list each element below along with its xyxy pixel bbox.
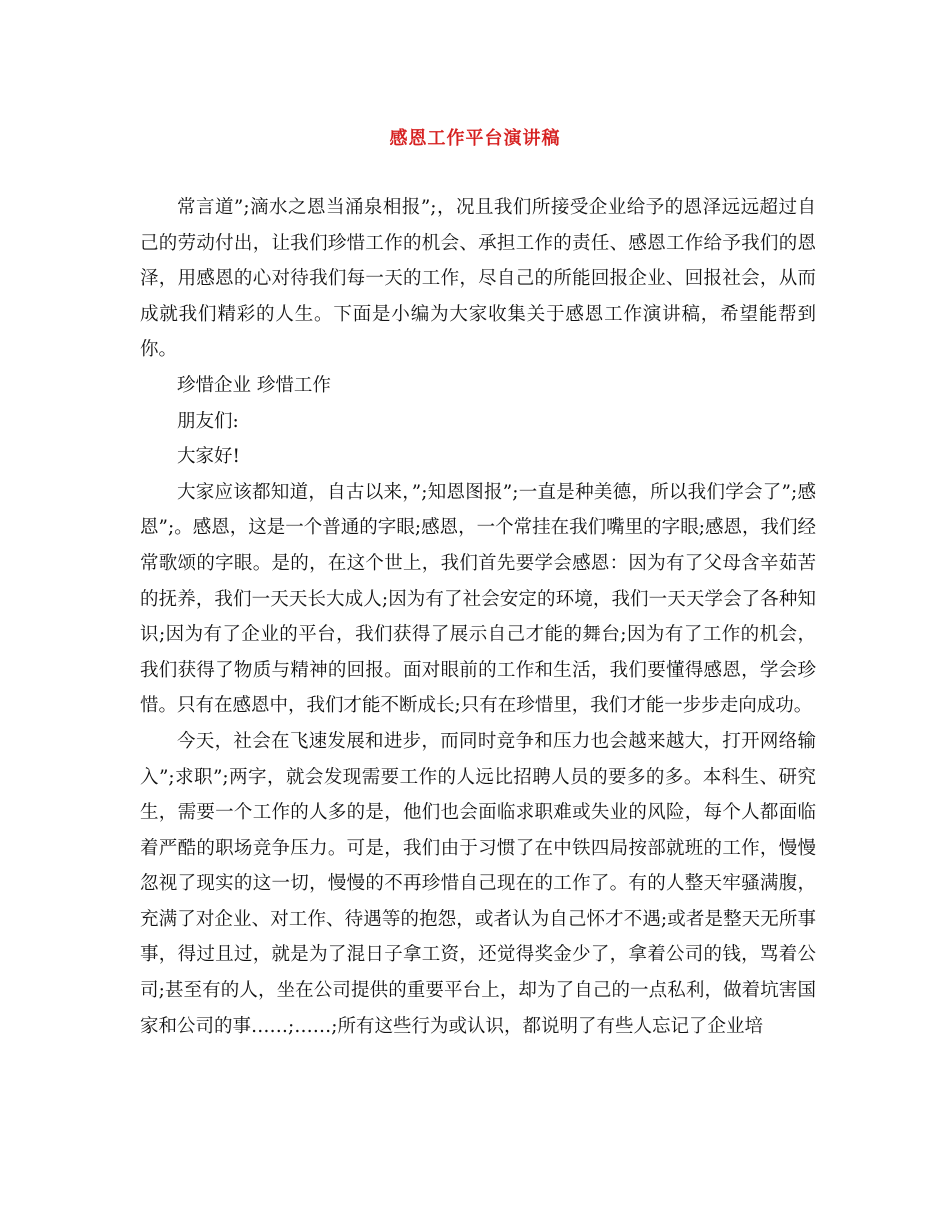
paragraph-greeting: 大家好! (177, 446, 240, 468)
paragraph-intro: 常言道”;滴水之恩当涌泉相报”;，况且我们所接受企业给予的恩泽远远超过自己的劳动付出，让我们珍惜工作的机会、承担工作的责任、感恩工作给予我们的恩泽，用感恩的心对待我们每一天的工作，尽自己的所能回报企业、回报社会，从而成就我们精彩的人生。下面是小编为大家收集关于感恩工作演讲稿，希望能帮到你。 (140, 197, 816, 361)
document-body (140, 190, 816, 1044)
document-title: 感恩工作平台演讲稿 (389, 128, 561, 149)
paragraph-gratitude: 大家应该都知道，自古以来，”;知恩图报”;一直是种美德，所以我们学会了”;感恩”;。感恩，这是一个普通的字眼;感恩，一个常挂在我们嘴里的字眼;感恩，我们经常歌颂的字眼。是的，在这个世上，我们首先要学会感恩：因为有了父母含辛茹苦的抚养，我们一天天长大成人;因为有了社会安定的环境，我们一天天学会了各种知识;因为有了企业的平台，我们获得了展示自己才能的舞台;因为有了工作的机会，我们获得了物质与精神的回报。面对眼前的工作和生活，我们要懂得感恩，学会珍惜。只有在感恩中，我们才能不断成长;只有在珍惜里，我们才能一步步走向成功。 (140, 481, 816, 717)
paragraph-salutation: 朋友们: (177, 410, 239, 432)
paragraph-competition: 今天，社会在飞速发展和进步，而同时竞争和压力也会越来越大，打开网络输入”;求职”;两字，就会发现需要工作的人远比招聘人员的要多的多。本科生、研究生，需要一个工作的人多的是，他们也会面临求职难或失业的风险，每个人都面临着严酷的职场竞争压力。可是，我们由于习惯了在中铁四局按部就班的工作，慢慢忽视了现实的这一切，慢慢的不再珍惜自己现在的工作了。有的人整天牢骚满腹，充满了对企业、对工作、待遇等的抱怨，或者认为自己怀才不遇;或者是整天无所事事，得过且过，就是为了混日子拿工资，还觉得奖金少了，拿着公司的钱，骂着公司;甚至有的人，坐在公司提供的重要平台上，却为了自己的一点私利，做着坑害国家和公司的事……;……;所有这些行为或认识，都说明了有些人忘记了企业培 (140, 730, 816, 1037)
paragraph-subtitle: 珍惜企业 珍惜工作 (177, 374, 331, 396)
